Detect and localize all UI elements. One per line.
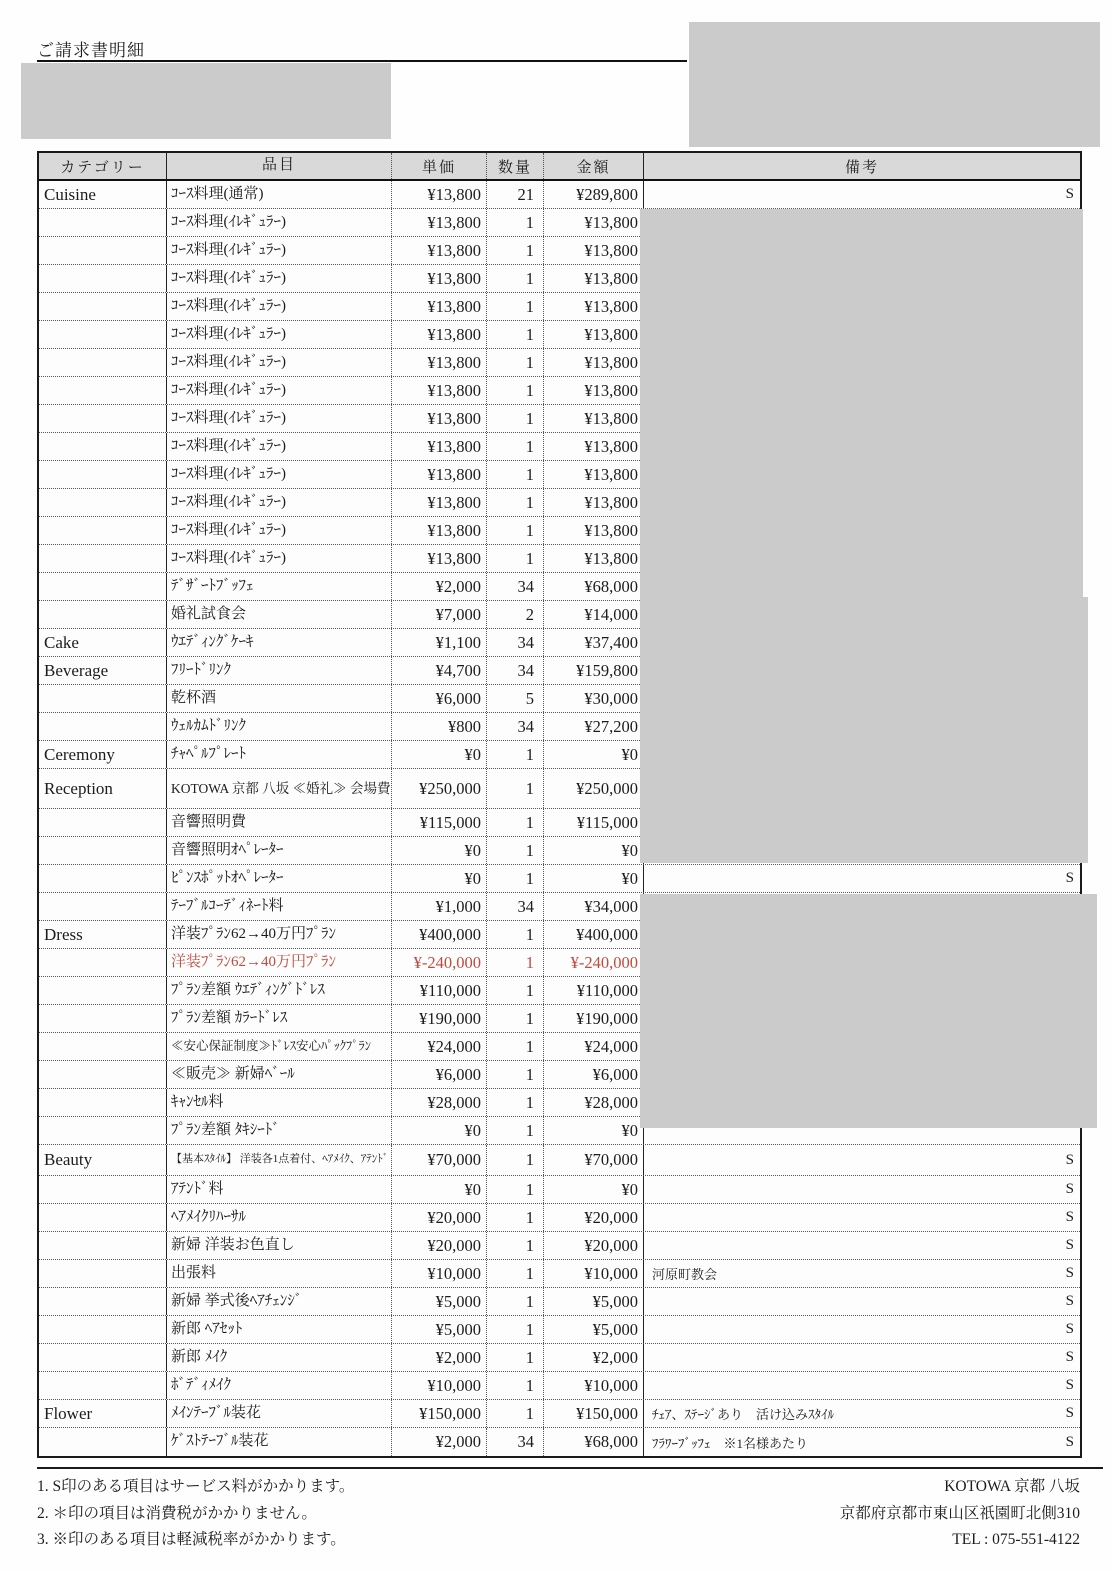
cell-item: ｳｴﾃﾞｨﾝｸﾞｹｰｷ — [167, 629, 392, 656]
cell-item: ｺｰｽ料理(ｲﾚｷﾞｭﾗｰ) — [167, 237, 392, 264]
table-row — [39, 1260, 1080, 1288]
header-quantity: 数量 — [487, 153, 544, 179]
cell-quantity: 34 — [487, 573, 544, 600]
cell-item: 洋装ﾌﾟﾗﾝ62→40万円ﾌﾟﾗﾝ — [167, 921, 392, 948]
cell-category — [39, 865, 167, 892]
cell-amount: ¥250,000 — [544, 769, 644, 808]
cell-remarks — [644, 1428, 1080, 1456]
cell-unit-price: ¥28,000 — [392, 1089, 487, 1116]
cell-unit-price: ¥0 — [392, 837, 487, 864]
cell-unit-price: ¥24,000 — [392, 1033, 487, 1060]
cell-category — [39, 1344, 167, 1371]
cell-item: ﾎﾞﾃﾞｨﾒｲｸ — [167, 1372, 392, 1399]
service-charge-mark: S — [1065, 1151, 1074, 1168]
cell-remarks — [644, 1204, 1080, 1231]
remark-note: ﾌﾗﾜｰﾌﾞｯﾌｪ ※1名様あたり — [652, 1435, 809, 1451]
cell-category — [39, 713, 167, 740]
cell-quantity: 1 — [487, 1232, 544, 1259]
cell-remarks — [644, 1232, 1080, 1259]
cell-category — [39, 377, 167, 404]
cell-item: KOTOWA 京都 八坂 ≪婚礼≫ 会場費 — [167, 769, 392, 808]
cell-amount: ¥289,800 — [544, 181, 644, 208]
cell-quantity: 1 — [487, 517, 544, 544]
cell-amount: ¥0 — [544, 865, 644, 892]
cell-item: ｺｰｽ料理(ｲﾚｷﾞｭﾗｰ) — [167, 349, 392, 376]
cell-item: 音響照明ｵﾍﾟﾚｰﾀｰ — [167, 837, 392, 864]
cell-item: ﾃｰﾌﾞﾙｺｰﾃﾞｨﾈｰﾄ料 — [167, 893, 392, 920]
cell-item: ｺｰｽ料理(ｲﾚｷﾞｭﾗｰ) — [167, 517, 392, 544]
cell-item: ﾌﾘｰﾄﾞﾘﾝｸ — [167, 657, 392, 684]
cell-amount: ¥10,000 — [544, 1372, 644, 1399]
cell-category — [39, 1288, 167, 1315]
cell-category — [39, 1204, 167, 1231]
cell-item: ﾒｲﾝﾃｰﾌﾞﾙ装花 — [167, 1400, 392, 1427]
cell-unit-price: ¥2,000 — [392, 1344, 487, 1371]
cell-amount: ¥20,000 — [544, 1232, 644, 1259]
cell-amount: ¥30,000 — [544, 685, 644, 712]
cell-unit-price: ¥20,000 — [392, 1204, 487, 1231]
cell-quantity: 1 — [487, 1117, 544, 1144]
cell-quantity: 1 — [487, 1005, 544, 1032]
vendor-block — [840, 1474, 1080, 1554]
cell-quantity: 1 — [487, 433, 544, 460]
table-row — [39, 1428, 1080, 1456]
cell-item: ﾁｬﾍﾟﾙﾌﾟﾚｰﾄ — [167, 741, 392, 768]
cell-item: 乾杯酒 — [167, 685, 392, 712]
cell-quantity: 1 — [487, 1260, 544, 1287]
cell-unit-price: ¥10,000 — [392, 1260, 487, 1287]
cell-category — [39, 293, 167, 320]
cell-unit-price: ¥13,800 — [392, 489, 487, 516]
cell-amount: ¥0 — [544, 1176, 644, 1203]
table-row — [39, 1176, 1080, 1204]
header-category: カテゴリー — [39, 153, 167, 179]
cell-quantity: 1 — [487, 977, 544, 1004]
redaction-box-remarks-2 — [640, 597, 1088, 863]
cell-unit-price: ¥1,100 — [392, 629, 487, 656]
cell-quantity: 2 — [487, 601, 544, 628]
cell-category — [39, 489, 167, 516]
cell-item: ｺｰｽ料理(通常) — [167, 181, 392, 208]
service-charge-mark: S — [1065, 870, 1074, 886]
cell-amount: ¥27,200 — [544, 713, 644, 740]
cell-category: Cake — [39, 629, 167, 656]
cell-amount: ¥13,800 — [544, 321, 644, 348]
vendor-name: KOTOWA 京都 八坂 — [944, 1478, 1080, 1495]
cell-item: ﾌﾟﾗﾝ差額 ｳｴﾃﾞｨﾝｸﾞﾄﾞﾚｽ — [167, 977, 392, 1004]
cell-unit-price: ¥110,000 — [392, 977, 487, 1004]
cell-item: 新郎 ﾒｲｸ — [167, 1344, 392, 1371]
cell-quantity: 1 — [487, 1089, 544, 1116]
cell-category: Dress — [39, 921, 167, 948]
cell-category — [39, 349, 167, 376]
cell-quantity: 1 — [487, 1288, 544, 1315]
cell-quantity: 34 — [487, 1428, 544, 1456]
cell-item: ｺｰｽ料理(ｲﾚｷﾞｭﾗｰ) — [167, 321, 392, 348]
cell-remarks — [644, 1260, 1080, 1287]
cell-category — [39, 545, 167, 572]
cell-unit-price: ¥20,000 — [392, 1232, 487, 1259]
cell-category — [39, 1176, 167, 1203]
cell-quantity: 1 — [487, 865, 544, 892]
cell-category — [39, 1061, 167, 1088]
header-item: 品目 — [167, 153, 392, 179]
cell-category — [39, 1005, 167, 1032]
cell-unit-price: ¥13,800 — [392, 461, 487, 488]
footnote-tax-exempt: 2. ＊印の項目は消費税がかかりません。 — [37, 1504, 317, 1522]
cell-quantity: 1 — [487, 1176, 544, 1203]
cell-unit-price: ¥10,000 — [392, 1372, 487, 1399]
service-charge-mark: S — [1065, 1209, 1074, 1225]
cell-quantity: 1 — [487, 209, 544, 236]
cell-category — [39, 1428, 167, 1456]
cell-unit-price: ¥0 — [392, 741, 487, 768]
cell-item: 新婦 洋装お色直し — [167, 1232, 392, 1259]
cell-item: ｺｰｽ料理(ｲﾚｷﾞｭﾗｰ) — [167, 265, 392, 292]
cell-quantity: 1 — [487, 921, 544, 948]
footer-divider — [37, 1467, 1103, 1469]
cell-category — [39, 321, 167, 348]
cell-category — [39, 461, 167, 488]
cell-amount: ¥10,000 — [544, 1260, 644, 1287]
service-charge-mark: S — [1065, 1377, 1074, 1393]
cell-category — [39, 573, 167, 600]
cell-quantity: 1 — [487, 837, 544, 864]
cell-category — [39, 209, 167, 236]
cell-quantity: 1 — [487, 545, 544, 572]
cell-amount: ¥2,000 — [544, 1344, 644, 1371]
cell-remarks — [644, 1400, 1080, 1427]
cell-item: 新郎 ﾍｱｾｯﾄ — [167, 1316, 392, 1343]
cell-unit-price: ¥5,000 — [392, 1316, 487, 1343]
cell-category: Beverage — [39, 657, 167, 684]
service-charge-mark: S — [1065, 1321, 1074, 1337]
table-row — [39, 1288, 1080, 1316]
cell-item: ｳｪﾙｶﾑﾄﾞﾘﾝｸ — [167, 713, 392, 740]
cell-amount: ¥13,800 — [544, 349, 644, 376]
table-row — [39, 1232, 1080, 1260]
cell-amount: ¥5,000 — [544, 1316, 644, 1343]
cell-remarks — [644, 1288, 1080, 1315]
cell-quantity: 1 — [487, 461, 544, 488]
cell-amount: ¥13,800 — [544, 209, 644, 236]
cell-amount: ¥0 — [544, 741, 644, 768]
cell-item: ﾋﾟﾝｽﾎﾟｯﾄｵﾍﾟﾚｰﾀｰ — [167, 865, 392, 892]
service-charge-mark: S — [1065, 1237, 1074, 1253]
cell-unit-price: ¥13,800 — [392, 517, 487, 544]
footnotes — [37, 1474, 354, 1554]
cell-category — [39, 809, 167, 836]
footnote-reduced-tax: 3. ※印のある項目は軽減税率がかかります。 — [37, 1531, 346, 1548]
cell-amount: ¥13,800 — [544, 461, 644, 488]
header-remarks: 備考 — [844, 159, 879, 176]
cell-category — [39, 265, 167, 292]
cell-item: ﾌﾟﾗﾝ差額 ﾀｷｼｰﾄﾞ — [167, 1117, 392, 1144]
cell-unit-price: ¥13,800 — [392, 209, 487, 236]
cell-item: 出張料 — [167, 1260, 392, 1287]
cell-item: ｺｰｽ料理(ｲﾚｷﾞｭﾗｰ) — [167, 545, 392, 572]
header-amount: 金額 — [544, 153, 644, 179]
cell-unit-price: ¥190,000 — [392, 1005, 487, 1032]
cell-category — [39, 1117, 167, 1144]
cell-unit-price: ¥150,000 — [392, 1400, 487, 1427]
cell-item: 音響照明費 — [167, 809, 392, 836]
cell-amount: ¥159,800 — [544, 657, 644, 684]
service-charge-mark: S — [1065, 186, 1074, 202]
cell-unit-price: ¥6,000 — [392, 685, 487, 712]
table-header-row — [39, 153, 1080, 181]
service-charge-mark: S — [1065, 1293, 1074, 1309]
cell-quantity: 1 — [487, 321, 544, 348]
cell-unit-price: ¥2,000 — [392, 573, 487, 600]
cell-amount: ¥13,800 — [544, 489, 644, 516]
cell-amount: ¥13,800 — [544, 517, 644, 544]
cell-unit-price: ¥2,000 — [392, 1428, 487, 1456]
table-row — [39, 1204, 1080, 1232]
cell-item: ｺｰｽ料理(ｲﾚｷﾞｭﾗｰ) — [167, 405, 392, 432]
cell-item: 【基本ｽﾀｲﾙ】 洋装各1点着付、ﾍｱﾒｲｸ、ｱﾃﾝﾄﾞ — [167, 1145, 392, 1175]
cell-unit-price: ¥250,000 — [392, 769, 487, 808]
cell-amount: ¥13,800 — [544, 405, 644, 432]
cell-unit-price: ¥13,800 — [392, 293, 487, 320]
table-row — [39, 1400, 1080, 1428]
cell-unit-price: ¥6,000 — [392, 1061, 487, 1088]
service-charge-mark: S — [1065, 1405, 1074, 1421]
redaction-box-customer — [21, 63, 391, 139]
service-charge-mark: S — [1065, 1349, 1074, 1365]
cell-amount: ¥6,000 — [544, 1061, 644, 1088]
remark-note: 河原町教会 — [652, 1267, 718, 1282]
cell-unit-price: ¥13,800 — [392, 405, 487, 432]
cell-amount: ¥20,000 — [544, 1204, 644, 1231]
cell-item: ｷｬﾝｾﾙ料 — [167, 1089, 392, 1116]
cell-unit-price: ¥0 — [392, 1176, 487, 1203]
cell-remarks — [644, 1316, 1080, 1343]
cell-item: ≪販売≫ 新婦ﾍﾞｰﾙ — [167, 1061, 392, 1088]
cell-category: Flower — [39, 1400, 167, 1427]
cell-remarks — [644, 181, 1080, 208]
cell-remarks — [644, 1176, 1080, 1203]
cell-amount: ¥0 — [544, 1117, 644, 1144]
cell-unit-price: ¥7,000 — [392, 601, 487, 628]
cell-amount: ¥70,000 — [544, 1145, 644, 1175]
cell-category — [39, 1316, 167, 1343]
cell-quantity: 34 — [487, 893, 544, 920]
cell-amount: ¥13,800 — [544, 545, 644, 572]
cell-remarks — [644, 865, 1080, 892]
cell-quantity: 1 — [487, 1204, 544, 1231]
cell-unit-price: ¥13,800 — [392, 321, 487, 348]
cell-item: ｱﾃﾝﾄﾞ料 — [167, 1176, 392, 1203]
vendor-address: 京都府京都市東山区祇園町北側310 — [839, 1504, 1080, 1522]
cell-amount: ¥-240,000 — [544, 949, 644, 976]
service-charge-mark: S — [1065, 1433, 1074, 1450]
cell-category — [39, 949, 167, 976]
cell-item: ﾌﾟﾗﾝ差額 ｶﾗｰﾄﾞﾚｽ — [167, 1005, 392, 1032]
cell-quantity: 34 — [487, 713, 544, 740]
cell-quantity: 1 — [487, 741, 544, 768]
table-row — [39, 865, 1080, 893]
title-underline — [37, 60, 687, 62]
cell-unit-price: ¥800 — [392, 713, 487, 740]
cell-remarks — [644, 1145, 1080, 1175]
cell-amount: ¥37,400 — [544, 629, 644, 656]
redaction-box-remarks-3 — [640, 894, 1097, 1128]
cell-quantity: 1 — [487, 265, 544, 292]
cell-quantity: 1 — [487, 1145, 544, 1175]
cell-amount: ¥150,000 — [544, 1400, 644, 1427]
cell-item: ｺｰｽ料理(ｲﾚｷﾞｭﾗｰ) — [167, 293, 392, 320]
cell-amount: ¥13,800 — [544, 237, 644, 264]
cell-category — [39, 837, 167, 864]
footnote-service-charge: 1. S印のある項目はサービス料がかかります。 — [37, 1478, 355, 1495]
cell-quantity: 34 — [487, 629, 544, 656]
cell-item: ≪安心保証制度≫ﾄﾞﾚｽ安心ﾊﾟｯｸﾌﾟﾗﾝ — [167, 1033, 392, 1060]
table-row — [39, 1372, 1080, 1400]
cell-unit-price: ¥13,800 — [392, 181, 487, 208]
cell-category — [39, 893, 167, 920]
cell-amount: ¥68,000 — [544, 573, 644, 600]
cell-quantity: 1 — [487, 809, 544, 836]
cell-amount: ¥34,000 — [544, 893, 644, 920]
cell-quantity: 1 — [487, 293, 544, 320]
cell-quantity: 5 — [487, 685, 544, 712]
cell-category — [39, 685, 167, 712]
cell-item: 洋装ﾌﾟﾗﾝ62→40万円ﾌﾟﾗﾝ — [167, 949, 392, 976]
cell-unit-price: ¥13,800 — [392, 349, 487, 376]
cell-unit-price: ¥0 — [392, 865, 487, 892]
cell-quantity: 1 — [487, 377, 544, 404]
cell-item: ｺｰｽ料理(ｲﾚｷﾞｭﾗｰ) — [167, 209, 392, 236]
cell-unit-price: ¥115,000 — [392, 809, 487, 836]
cell-amount: ¥400,000 — [544, 921, 644, 948]
header-unit-price: 単価 — [392, 153, 487, 179]
cell-category — [39, 433, 167, 460]
cell-amount: ¥13,800 — [544, 293, 644, 320]
cell-unit-price: ¥1,000 — [392, 893, 487, 920]
table-row — [39, 1145, 1080, 1176]
table-row — [39, 1344, 1080, 1372]
table-row — [39, 1316, 1080, 1344]
cell-quantity: 1 — [487, 1344, 544, 1371]
cell-quantity: 34 — [487, 657, 544, 684]
cell-unit-price: ¥70,000 — [392, 1145, 487, 1175]
cell-quantity: 1 — [487, 1316, 544, 1343]
cell-quantity: 21 — [487, 181, 544, 208]
page-title: ご請求書明細 — [37, 41, 145, 60]
cell-item: ｺｰｽ料理(ｲﾚｷﾞｭﾗｰ) — [167, 433, 392, 460]
cell-unit-price: ¥4,700 — [392, 657, 487, 684]
cell-amount: ¥190,000 — [544, 1005, 644, 1032]
cell-amount: ¥13,800 — [544, 377, 644, 404]
cell-remarks — [644, 1344, 1080, 1371]
cell-category — [39, 1089, 167, 1116]
cell-category — [39, 237, 167, 264]
redaction-box-header-right — [689, 22, 1100, 147]
cell-quantity: 1 — [487, 349, 544, 376]
table-row — [39, 181, 1080, 209]
cell-unit-price: ¥13,800 — [392, 545, 487, 572]
cell-quantity: 1 — [487, 237, 544, 264]
cell-amount: ¥13,800 — [544, 265, 644, 292]
cell-unit-price: ¥13,800 — [392, 237, 487, 264]
cell-quantity: 1 — [487, 949, 544, 976]
cell-item: ｺｰｽ料理(ｲﾚｷﾞｭﾗｰ) — [167, 489, 392, 516]
cell-category: Reception — [39, 769, 167, 808]
cell-unit-price: ¥0 — [392, 1117, 487, 1144]
cell-unit-price: ¥-240,000 — [392, 949, 487, 976]
cell-quantity: 1 — [487, 1372, 544, 1399]
cell-category — [39, 1033, 167, 1060]
cell-item: 新婦 挙式後ﾍｱﾁｪﾝｼﾞ — [167, 1288, 392, 1315]
table-header — [39, 153, 1080, 181]
cell-category — [39, 977, 167, 1004]
cell-quantity: 1 — [487, 405, 544, 432]
cell-unit-price: ¥13,800 — [392, 377, 487, 404]
vendor-tel: TEL : 075-551-4122 — [952, 1531, 1080, 1548]
cell-category — [39, 601, 167, 628]
cell-item: ｹﾞｽﾄﾃｰﾌﾞﾙ装花 — [167, 1428, 392, 1456]
cell-category: Ceremony — [39, 741, 167, 768]
cell-category — [39, 517, 167, 544]
cell-amount: ¥110,000 — [544, 977, 644, 1004]
cell-unit-price: ¥400,000 — [392, 921, 487, 948]
cell-category — [39, 1260, 167, 1287]
remark-note: ﾁｪｱ、ｽﾃｰｼﾞあり 活け込みｽﾀｲﾙ — [652, 1407, 835, 1422]
cell-amount: ¥28,000 — [544, 1089, 644, 1116]
cell-category: Cuisine — [39, 181, 167, 208]
cell-quantity: 1 — [487, 489, 544, 516]
cell-quantity: 1 — [487, 1033, 544, 1060]
cell-item: ｺｰｽ料理(ｲﾚｷﾞｭﾗｰ) — [167, 377, 392, 404]
cell-amount: ¥115,000 — [544, 809, 644, 836]
cell-amount: ¥0 — [544, 837, 644, 864]
cell-category — [39, 1232, 167, 1259]
service-charge-mark: S — [1065, 1181, 1074, 1197]
redaction-box-remarks-1 — [640, 209, 1083, 597]
cell-amount: ¥14,000 — [544, 601, 644, 628]
cell-unit-price: ¥13,800 — [392, 433, 487, 460]
cell-amount: ¥5,000 — [544, 1288, 644, 1315]
cell-item: ﾍｱﾒｲｸﾘﾊｰｻﾙ — [167, 1204, 392, 1231]
cell-category — [39, 405, 167, 432]
cell-quantity: 1 — [487, 1400, 544, 1427]
cell-remarks — [644, 1372, 1080, 1399]
cell-item: ﾃﾞｻﾞｰﾄﾌﾞｯﾌｪ — [167, 573, 392, 600]
cell-quantity: 1 — [487, 1061, 544, 1088]
cell-amount: ¥68,000 — [544, 1428, 644, 1456]
cell-item: ｺｰｽ料理(ｲﾚｷﾞｭﾗｰ) — [167, 461, 392, 488]
cell-amount: ¥13,800 — [544, 433, 644, 460]
cell-item: 婚礼試食会 — [167, 601, 392, 628]
service-charge-mark: S — [1065, 1265, 1074, 1281]
cell-category — [39, 1372, 167, 1399]
cell-category: Beauty — [39, 1145, 167, 1175]
cell-unit-price: ¥5,000 — [392, 1288, 487, 1315]
cell-quantity: 1 — [487, 769, 544, 808]
cell-amount: ¥24,000 — [544, 1033, 644, 1060]
cell-unit-price: ¥13,800 — [392, 265, 487, 292]
